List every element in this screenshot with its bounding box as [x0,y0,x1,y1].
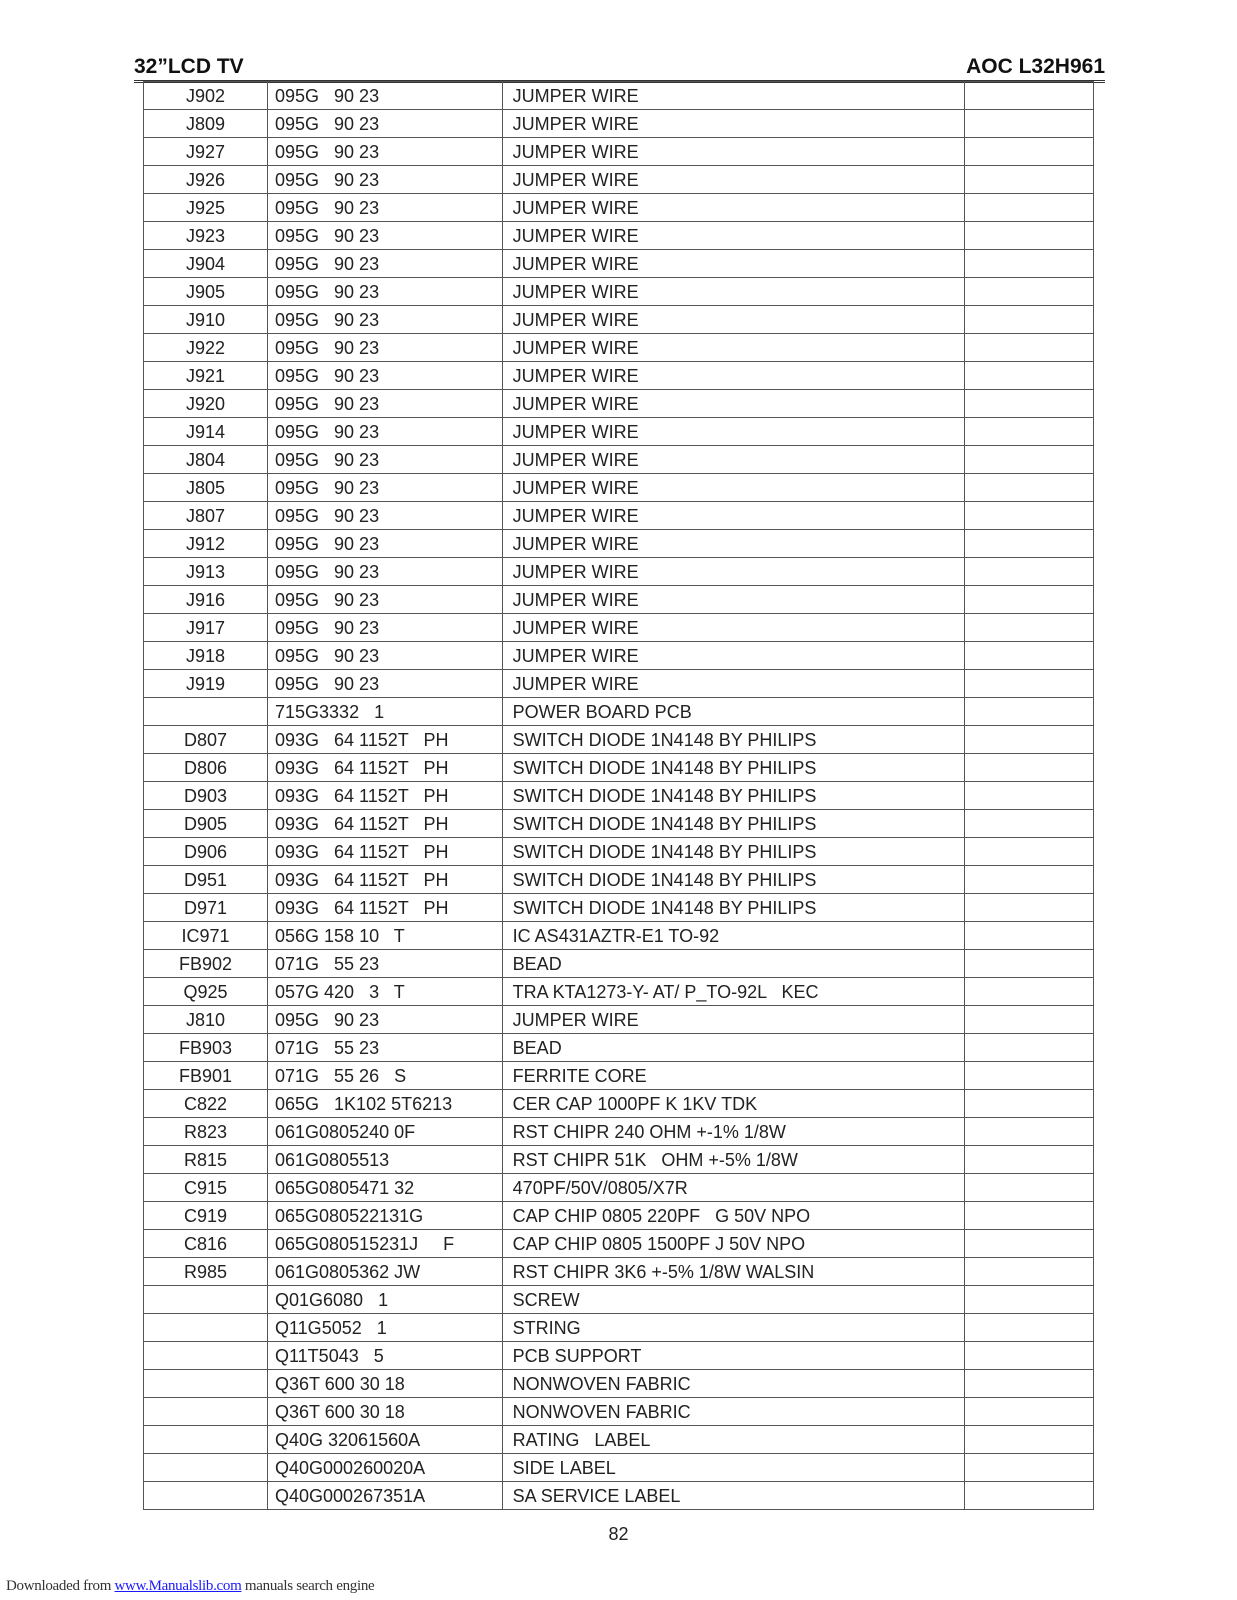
description-cell: SWITCH DIODE 1N4148 BY PHILIPS [502,810,964,838]
description-cell: JUMPER WIRE [502,614,964,642]
remark-cell [964,1090,1093,1118]
description-cell: JUMPER WIRE [502,334,964,362]
part-number-cell: 093G 64 1152T PH [268,782,503,810]
description-cell: CER CAP 1000PF K 1KV TDK [502,1090,964,1118]
part-number-cell: 065G0805471 32 [268,1174,503,1202]
ref-designator-cell: D905 [144,810,268,838]
part-number-cell: 093G 64 1152T PH [268,726,503,754]
table-row [144,390,1094,418]
ref-designator-cell: C822 [144,1090,268,1118]
remark-cell [964,866,1093,894]
remark-cell [964,1370,1093,1398]
remark-cell [964,670,1093,698]
table-row [144,754,1094,782]
table-row [144,894,1094,922]
ref-designator-cell [144,1286,268,1314]
remark-cell [964,446,1093,474]
part-number-cell: 095G 90 23 [268,1006,503,1034]
manualslib-link[interactable]: www.Manualslib.com [114,1578,242,1594]
remark-cell [964,1118,1093,1146]
description-cell: RST CHIPR 240 OHM +-1% 1/8W [502,1118,964,1146]
part-number-cell: 093G 64 1152T PH [268,810,503,838]
remark-cell [964,222,1093,250]
part-number-cell: 095G 90 23 [268,418,503,446]
ref-designator-cell [144,1398,268,1426]
remark-cell [964,530,1093,558]
part-number-cell: 095G 90 23 [268,222,503,250]
ref-designator-cell: J927 [144,138,268,166]
remark-cell [964,558,1093,586]
ref-designator-cell: IC971 [144,922,268,950]
part-number-cell: Q11G5052 1 [268,1314,503,1342]
description-cell: CAP CHIP 0805 220PF G 50V NPO [502,1202,964,1230]
part-number-cell: 095G 90 23 [268,194,503,222]
table-row [144,306,1094,334]
description-cell: JUMPER WIRE [502,138,964,166]
table-row [144,110,1094,138]
part-number-cell: 093G 64 1152T PH [268,754,503,782]
description-cell: JUMPER WIRE [502,418,964,446]
ref-designator-cell: J917 [144,614,268,642]
remark-cell [964,1286,1093,1314]
remark-cell [964,1426,1093,1454]
table-row [144,698,1094,726]
ref-designator-cell [144,1370,268,1398]
description-cell: JUMPER WIRE [502,586,964,614]
part-number-cell: Q40G000267351A [268,1482,503,1510]
description-cell: NONWOVEN FABRIC [502,1370,964,1398]
ref-designator-cell: FB902 [144,950,268,978]
description-cell: STRING [502,1314,964,1342]
description-cell: SWITCH DIODE 1N4148 BY PHILIPS [502,754,964,782]
description-cell: 470PF/50V/0805/X7R [502,1174,964,1202]
part-number-cell: 095G 90 23 [268,306,503,334]
part-number-cell: 061G0805362 JW [268,1258,503,1286]
part-number-cell: 065G 1K102 5T6213 [268,1090,503,1118]
ref-designator-cell: J925 [144,194,268,222]
remark-cell [964,110,1093,138]
table-row [144,558,1094,586]
remark-cell [964,978,1093,1006]
ref-designator-cell: D906 [144,838,268,866]
part-number-cell: 095G 90 23 [268,278,503,306]
remark-cell [964,810,1093,838]
table-row [144,838,1094,866]
ref-designator-cell: FB901 [144,1062,268,1090]
description-cell: BEAD [502,950,964,978]
part-number-cell: 095G 90 23 [268,390,503,418]
table-row [144,1314,1094,1342]
description-cell: JUMPER WIRE [502,222,964,250]
table-row [144,1118,1094,1146]
remark-cell [964,362,1093,390]
part-number-cell: 095G 90 23 [268,362,503,390]
ref-designator-cell: J910 [144,306,268,334]
part-number-cell: 071G 55 26 S [268,1062,503,1090]
table-row [144,1398,1094,1426]
description-cell: RST CHIPR 51K OHM +-5% 1/8W [502,1146,964,1174]
description-cell: POWER BOARD PCB [502,698,964,726]
part-number-cell: 095G 90 23 [268,138,503,166]
remark-cell [964,614,1093,642]
ref-designator-cell: J916 [144,586,268,614]
part-number-cell: 056G 158 10 T [268,922,503,950]
table-row [144,166,1094,194]
remark-cell [964,250,1093,278]
part-number-cell: 095G 90 23 [268,474,503,502]
ref-designator-cell: D971 [144,894,268,922]
part-number-cell: Q40G000260020A [268,1454,503,1482]
description-cell: NONWOVEN FABRIC [502,1398,964,1426]
remark-cell [964,138,1093,166]
ref-designator-cell: J923 [144,222,268,250]
ref-designator-cell: R985 [144,1258,268,1286]
ref-designator-cell: J913 [144,558,268,586]
ref-designator-cell: J810 [144,1006,268,1034]
remark-cell [964,194,1093,222]
remark-cell [964,166,1093,194]
table-row [144,1454,1094,1482]
ref-designator-cell: C915 [144,1174,268,1202]
ref-designator-cell: J920 [144,390,268,418]
description-cell: BEAD [502,1034,964,1062]
part-number-cell: 061G0805513 [268,1146,503,1174]
part-number-cell: 065G080515231J F [268,1230,503,1258]
part-number-cell: 095G 90 23 [268,82,503,110]
description-cell: SWITCH DIODE 1N4148 BY PHILIPS [502,726,964,754]
ref-designator-cell: D951 [144,866,268,894]
description-cell: JUMPER WIRE [502,278,964,306]
table-row [144,250,1094,278]
table-row [144,1174,1094,1202]
ref-designator-cell: FB903 [144,1034,268,1062]
ref-designator-cell: J902 [144,82,268,110]
ref-designator-cell: J919 [144,670,268,698]
table-row [144,474,1094,502]
table-row [144,334,1094,362]
remark-cell [964,502,1093,530]
ref-designator-cell [144,1482,268,1510]
table-row [144,782,1094,810]
parts-list-body [144,82,1094,1510]
table-row [144,1286,1094,1314]
footer-suffix: manuals search engine [241,1578,375,1594]
description-cell: JUMPER WIRE [502,194,964,222]
ref-designator-cell: J905 [144,278,268,306]
part-number-cell: 093G 64 1152T PH [268,866,503,894]
description-cell: SIDE LABEL [502,1454,964,1482]
description-cell: SWITCH DIODE 1N4148 BY PHILIPS [502,838,964,866]
description-cell: JUMPER WIRE [502,530,964,558]
remark-cell [964,894,1093,922]
table-row [144,922,1094,950]
ref-designator-cell: D806 [144,754,268,782]
table-row [144,1062,1094,1090]
table-row [144,978,1094,1006]
description-cell: JUMPER WIRE [502,474,964,502]
part-number-cell: 065G080522131G [268,1202,503,1230]
table-row [144,642,1094,670]
table-row [144,1426,1094,1454]
table-row [144,446,1094,474]
part-number-cell: Q40G 32061560A [268,1426,503,1454]
ref-designator-cell: J912 [144,530,268,558]
description-cell: CAP CHIP 0805 1500PF J 50V NPO [502,1230,964,1258]
remark-cell [964,1482,1093,1510]
page-header [134,54,1105,83]
description-cell: JUMPER WIRE [502,250,964,278]
description-cell: JUMPER WIRE [502,110,964,138]
table-row [144,1258,1094,1286]
remark-cell [964,1062,1093,1090]
part-number-cell: 095G 90 23 [268,334,503,362]
table-row [144,502,1094,530]
remark-cell [964,1006,1093,1034]
download-footer [6,1578,374,1595]
ref-designator-cell: J807 [144,502,268,530]
table-row [144,222,1094,250]
table-row [144,1034,1094,1062]
description-cell: SA SERVICE LABEL [502,1482,964,1510]
description-cell: JUMPER WIRE [502,1006,964,1034]
remark-cell [964,1146,1093,1174]
description-cell: SWITCH DIODE 1N4148 BY PHILIPS [502,866,964,894]
ref-designator-cell: C816 [144,1230,268,1258]
description-cell: JUMPER WIRE [502,390,964,418]
table-row [144,866,1094,894]
description-cell: RATING LABEL [502,1426,964,1454]
description-cell: JUMPER WIRE [502,642,964,670]
ref-designator-cell: J921 [144,362,268,390]
remark-cell [964,950,1093,978]
remark-cell [964,390,1093,418]
ref-designator-cell: D903 [144,782,268,810]
description-cell: RST CHIPR 3K6 +-5% 1/8W WALSIN [502,1258,964,1286]
description-cell: FERRITE CORE [502,1062,964,1090]
remark-cell [964,1202,1093,1230]
remark-cell [964,782,1093,810]
table-row [144,1370,1094,1398]
product-title: 32”LCD TV [134,55,244,78]
part-number-cell: 095G 90 23 [268,614,503,642]
ref-designator-cell: J926 [144,166,268,194]
ref-designator-cell: J809 [144,110,268,138]
remark-cell [964,726,1093,754]
description-cell: JUMPER WIRE [502,306,964,334]
part-number-cell: 093G 64 1152T PH [268,838,503,866]
table-row [144,1342,1094,1370]
part-number-cell: Q01G6080 1 [268,1286,503,1314]
part-number-cell: 095G 90 23 [268,530,503,558]
ref-designator-cell [144,1454,268,1482]
ref-designator-cell: J805 [144,474,268,502]
part-number-cell: Q36T 600 30 18 [268,1398,503,1426]
description-cell: JUMPER WIRE [502,446,964,474]
remark-cell [964,1314,1093,1342]
description-cell: JUMPER WIRE [502,502,964,530]
ref-designator-cell: R815 [144,1146,268,1174]
part-number-cell: 095G 90 23 [268,110,503,138]
remark-cell [964,1034,1093,1062]
ref-designator-cell: J914 [144,418,268,446]
remark-cell [964,838,1093,866]
part-number-cell: 095G 90 23 [268,670,503,698]
table-row [144,194,1094,222]
part-number-cell: 715G3332 1 [268,698,503,726]
part-number-cell: Q36T 600 30 18 [268,1370,503,1398]
ref-designator-cell: J804 [144,446,268,474]
table-row [144,726,1094,754]
ref-designator-cell [144,1342,268,1370]
part-number-cell: Q11T5043 5 [268,1342,503,1370]
table-row [144,362,1094,390]
table-row [144,614,1094,642]
footer-prefix: Downloaded from [6,1578,115,1594]
description-cell: JUMPER WIRE [502,166,964,194]
table-row [144,1202,1094,1230]
remark-cell [964,334,1093,362]
table-row [144,1090,1094,1118]
ref-designator-cell: Q925 [144,978,268,1006]
description-cell: SCREW [502,1286,964,1314]
remark-cell [964,1342,1093,1370]
table-row [144,1230,1094,1258]
description-cell: JUMPER WIRE [502,82,964,110]
ref-designator-cell: J918 [144,642,268,670]
part-number-cell: 071G 55 23 [268,950,503,978]
ref-designator-cell [144,1426,268,1454]
remark-cell [964,1174,1093,1202]
parts-list-table [143,81,1094,1510]
ref-designator-cell: R823 [144,1118,268,1146]
table-row [144,278,1094,306]
description-cell: JUMPER WIRE [502,362,964,390]
remark-cell [964,418,1093,446]
table-row [144,670,1094,698]
remark-cell [964,1258,1093,1286]
part-number-cell: 095G 90 23 [268,502,503,530]
table-row [144,950,1094,978]
remark-cell [964,754,1093,782]
table-row [144,810,1094,838]
remark-cell [964,306,1093,334]
ref-designator-cell: J904 [144,250,268,278]
remark-cell [964,586,1093,614]
remark-cell [964,642,1093,670]
model-title: AOC L32H961 [966,55,1105,78]
description-cell: TRA KTA1273-Y- AT/ P_TO-92L KEC [502,978,964,1006]
ref-designator-cell: J922 [144,334,268,362]
part-number-cell: 057G 420 3 T [268,978,503,1006]
remark-cell [964,698,1093,726]
part-number-cell: 061G0805240 0F [268,1118,503,1146]
description-cell: PCB SUPPORT [502,1342,964,1370]
table-row [144,138,1094,166]
description-cell: SWITCH DIODE 1N4148 BY PHILIPS [502,894,964,922]
description-cell: IC AS431AZTR-E1 TO-92 [502,922,964,950]
description-cell: SWITCH DIODE 1N4148 BY PHILIPS [502,782,964,810]
part-number-cell: 095G 90 23 [268,446,503,474]
part-number-cell: 095G 90 23 [268,586,503,614]
ref-designator-cell [144,698,268,726]
table-row [144,530,1094,558]
table-row [144,586,1094,614]
part-number-cell: 095G 90 23 [268,166,503,194]
part-number-cell: 071G 55 23 [268,1034,503,1062]
remark-cell [964,1230,1093,1258]
remark-cell [964,278,1093,306]
table-row [144,1146,1094,1174]
table-row [144,1006,1094,1034]
remark-cell [964,922,1093,950]
table-row [144,82,1094,110]
part-number-cell: 095G 90 23 [268,558,503,586]
description-cell: JUMPER WIRE [502,558,964,586]
remark-cell [964,474,1093,502]
part-number-cell: 095G 90 23 [268,642,503,670]
description-cell: JUMPER WIRE [502,670,964,698]
table-row [144,1482,1094,1510]
remark-cell [964,1398,1093,1426]
remark-cell [964,82,1093,110]
ref-designator-cell: D807 [144,726,268,754]
part-number-cell: 095G 90 23 [268,250,503,278]
table-row [144,418,1094,446]
remark-cell [964,1454,1093,1482]
part-number-cell: 093G 64 1152T PH [268,894,503,922]
page-number: 82 [608,1524,629,1544]
ref-designator-cell [144,1314,268,1342]
ref-designator-cell: C919 [144,1202,268,1230]
